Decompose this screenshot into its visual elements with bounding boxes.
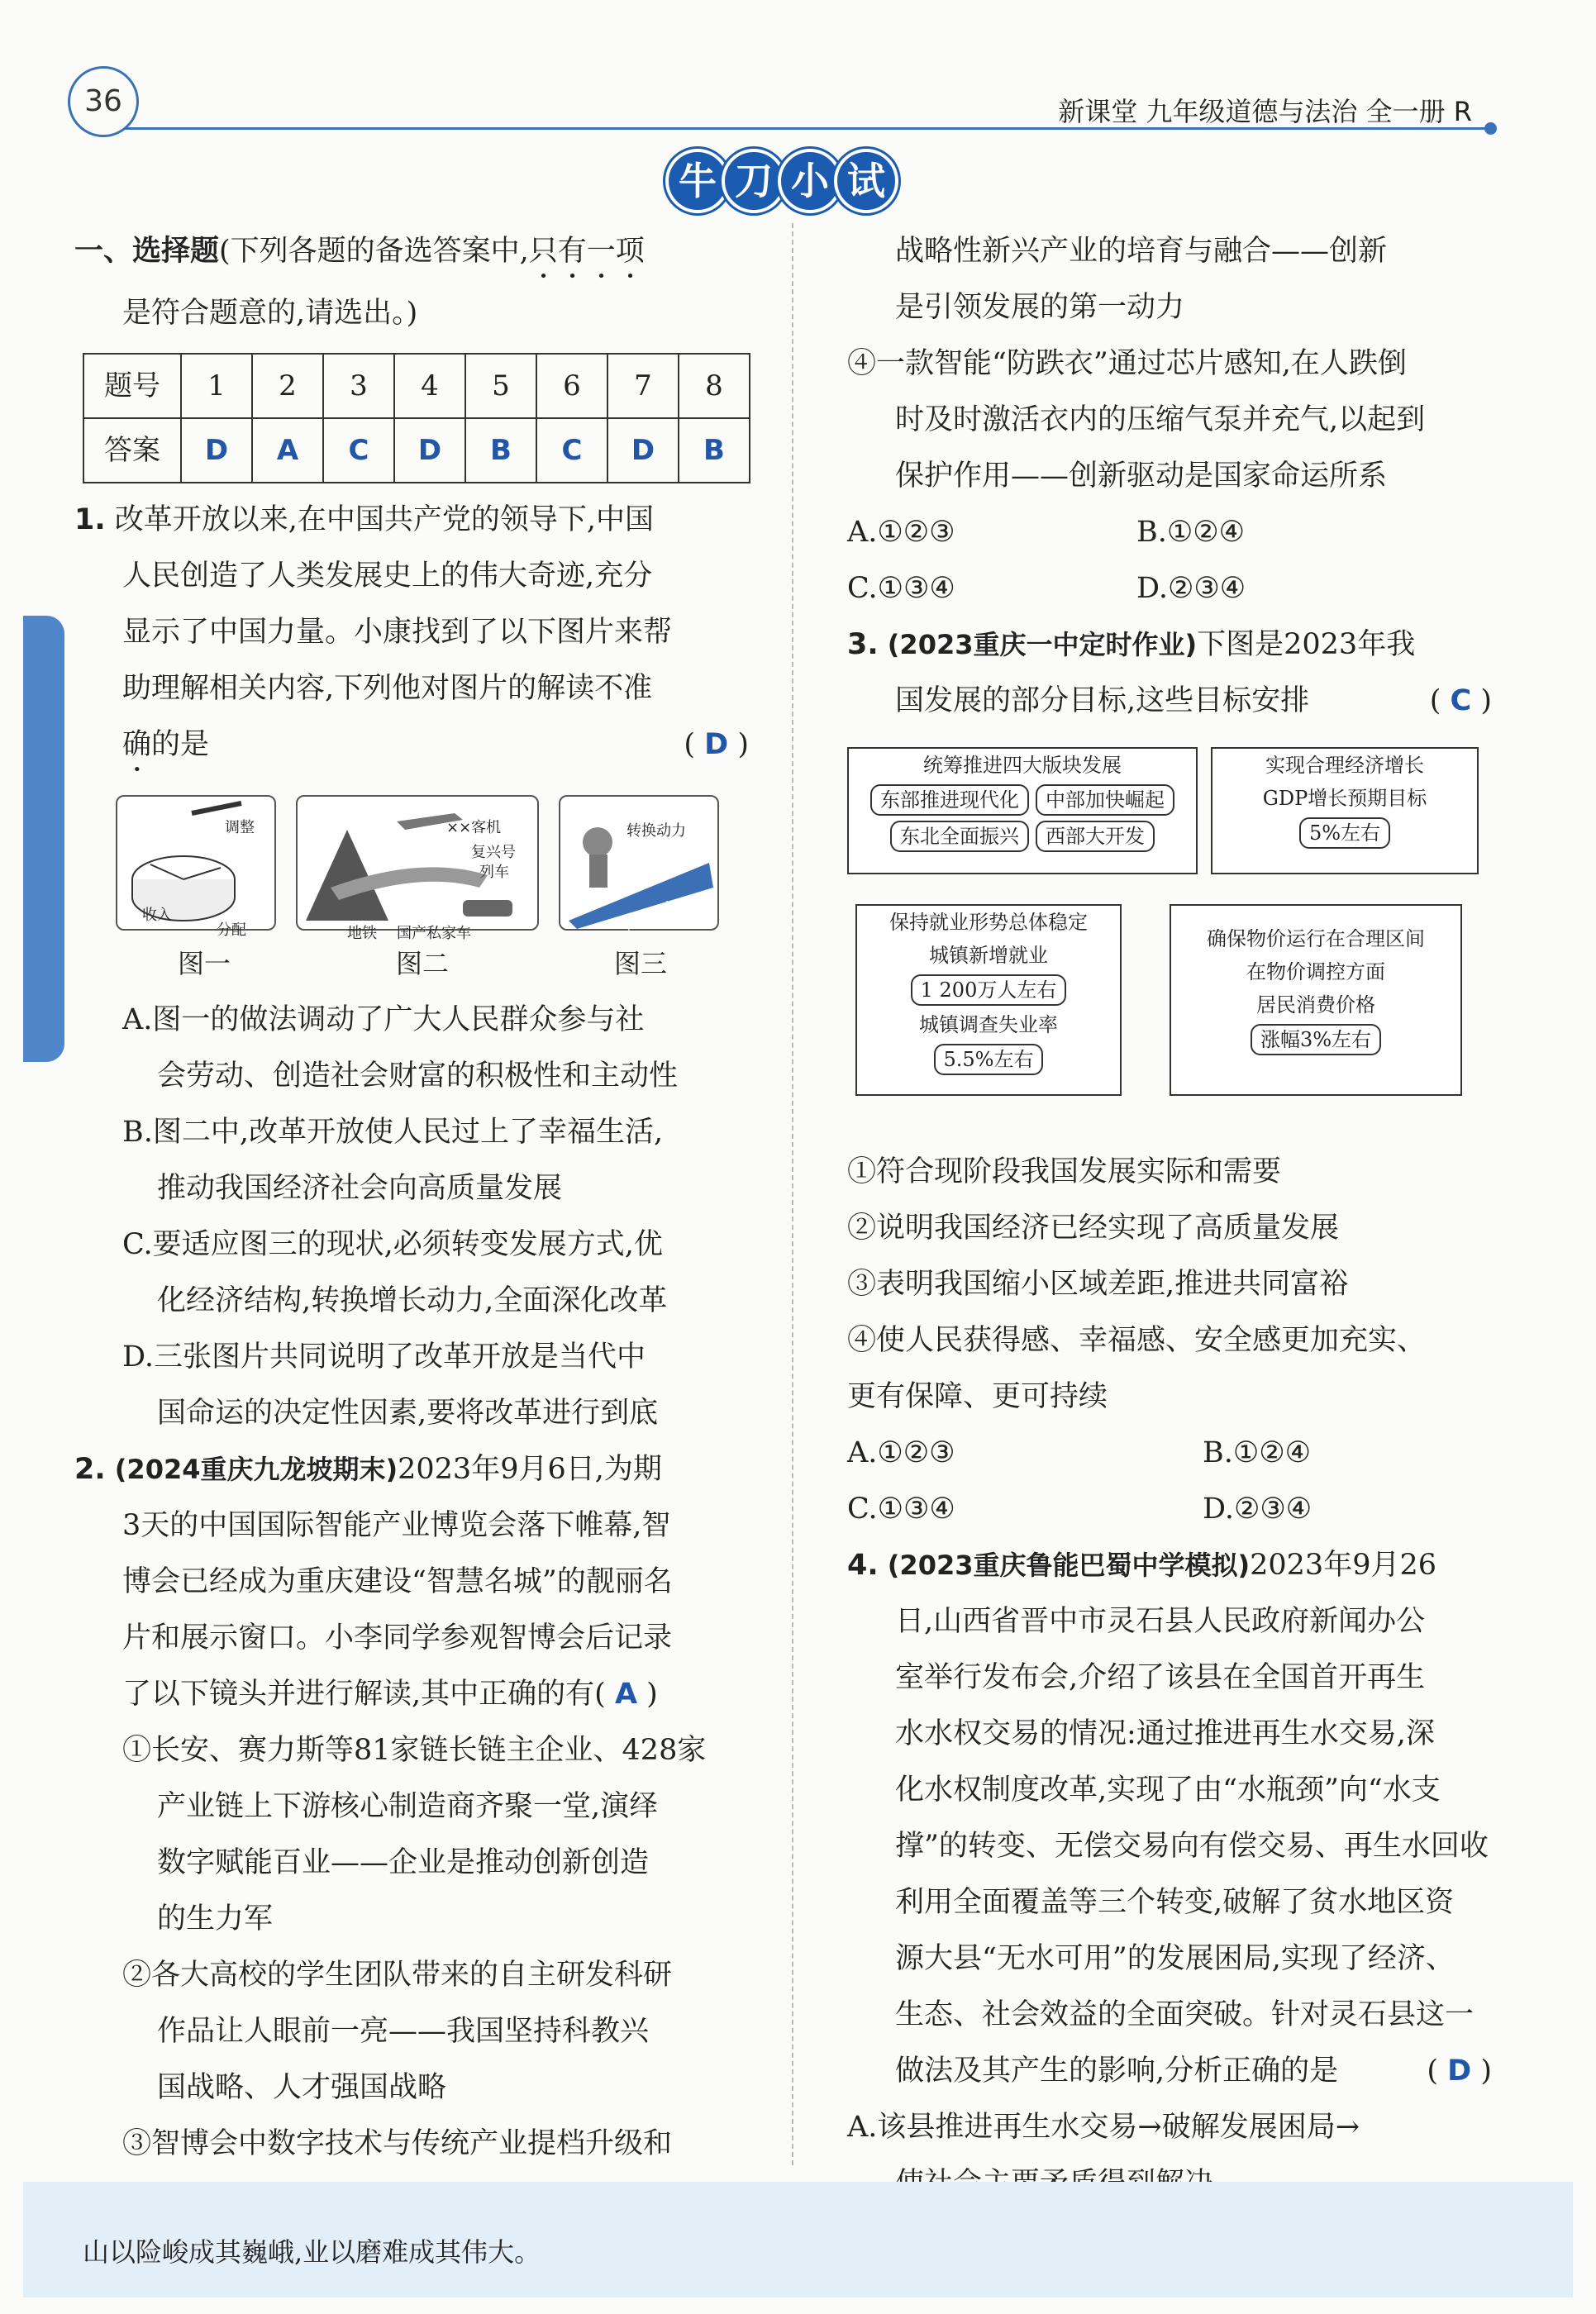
goal-box-sub: GDP增长预期目标	[1262, 787, 1427, 810]
statement: 国战略、人才强国战略	[157, 2071, 447, 2104]
question-text: 日,山西省晋中市灵石县人民政府新闻办公	[895, 1605, 1426, 1638]
question-3	[847, 617, 1492, 1537]
statement: 作品让人眼前一亮——我国坚持科教兴	[157, 2015, 650, 2048]
question-source: (2024重庆九龙坡期末)	[114, 1454, 398, 1485]
figure-1-label: 收入	[142, 907, 172, 924]
question-text: 片和展示窗口。小李同学参观智博会后记录	[122, 1621, 673, 1655]
answer-key-number: 7	[607, 354, 679, 418]
answer-key-number: 4	[394, 354, 465, 418]
header-rule-dot	[1484, 122, 1497, 135]
answer-key-answer: D	[181, 418, 252, 483]
answer-key-number: 1	[181, 354, 252, 418]
figure-caption: 图三	[613, 948, 667, 979]
question-text: 2023年9月6日,为期	[398, 1453, 662, 1486]
choice: C.①③④	[847, 1493, 955, 1526]
option: 化经济结构,转换增长动力,全面深化改革	[157, 1284, 668, 1317]
goal-box-sub: 在物价调控方面	[1246, 960, 1385, 983]
question-line	[74, 492, 754, 548]
answer-mark: D	[1447, 2055, 1472, 2088]
answer-key-number-label: 题号	[83, 354, 181, 418]
statement: ②各大高校的学生团队带来的自主研发科研	[122, 1959, 673, 1992]
question-text: 了以下镜头并进行解读,其中正确的有(	[122, 1678, 606, 1711]
choice-row	[847, 560, 1492, 617]
question-text: 室举行发布会,介绍了该县在全国首开再生	[895, 1661, 1426, 1694]
goal-box-sub: 城镇调查失业率	[919, 1013, 1058, 1036]
question-text: 博会已经成为重庆建设“智慧名城”的靓丽名	[122, 1565, 673, 1598]
figure-1-image	[116, 795, 276, 939]
answer-key-number: 8	[679, 354, 750, 418]
banner-char: 刀	[722, 149, 786, 213]
section-instruction-a: (下列各题的备选答案中,	[219, 235, 529, 268]
answer-key-number: 3	[323, 354, 394, 418]
question-text: 国发展的部分目标,这些目标安排	[895, 684, 1310, 717]
figure-2-label: 国产私家车	[397, 925, 471, 942]
answer-key-number: 5	[465, 354, 536, 418]
choice: C.①③④	[847, 572, 955, 605]
answer-key-number-row	[83, 354, 750, 418]
question-line: 国发展的部分目标,这些目标安排 ( C )	[895, 684, 1492, 717]
option: 推动我国经济社会向高质量发展	[157, 1172, 563, 1205]
question-text: 利用全面覆盖等三个转变,破解了贫水地区资	[895, 1886, 1455, 1919]
statement: ③智博会中数字技术与传统产业提档升级和	[122, 2127, 673, 2160]
question-text: 下图是2023年我	[1197, 628, 1416, 661]
question-text: 的是	[151, 728, 210, 761]
figure-3-label: 转换动力	[626, 822, 686, 840]
question-1	[74, 492, 754, 1441]
statement: ④一款智能“防跌衣”通过芯片感知,在人跌倒	[847, 347, 1407, 380]
question-line: 做法及其产生的影响,分析正确的是 ( D )	[895, 2055, 1492, 2088]
section-title: 一、选择题	[74, 235, 220, 268]
goal-pill: 东部推进现代化	[870, 784, 1029, 816]
answer-key-table	[83, 353, 750, 483]
banner-char: 试	[834, 149, 898, 213]
left-column	[74, 223, 754, 2172]
goal-pill: 中部加快崛起	[1036, 784, 1174, 816]
answer-key-answer: B	[465, 418, 536, 483]
statement: 保护作用——创新驱动是国家命运所系	[895, 459, 1388, 493]
goal-box-sub: 居民消费价格	[1256, 993, 1375, 1017]
question-text: 生态、社会效益的全面突破。针对灵石县这一	[895, 1998, 1475, 2031]
answer-key-answer: D	[394, 418, 465, 483]
option: 会劳动、创造社会财富的积极性和主动性	[157, 1059, 679, 1093]
figure-2-label: 地铁	[347, 925, 377, 942]
section-heading	[74, 223, 754, 285]
figure-caption: 图一	[177, 948, 231, 979]
choice-row	[847, 504, 1492, 560]
statement: 的生力军	[157, 1902, 274, 1935]
answer-mark: A	[614, 1678, 638, 1711]
figure-3-label: 中国经济	[617, 898, 679, 936]
figure-1-label: 调整	[225, 819, 255, 836]
answer-key-answer: D	[607, 418, 679, 483]
question-text: 撑”的转变、无偿交易向有偿交易、再生水回收	[895, 1830, 1489, 1863]
answer-key-number: 2	[252, 354, 323, 418]
question-line: 了以下镜头并进行解读,其中正确的有( A )	[122, 1678, 658, 1711]
statement: 数字赋能百业——企业是推动创新创造	[157, 1846, 650, 1879]
goal-box-regional	[847, 747, 1198, 874]
goals-diagram	[847, 747, 1492, 1144]
statement: ①长安、赛力斯等81家链长链主企业、428家	[122, 1734, 707, 1767]
answer-mark: C	[1450, 684, 1472, 717]
section-instruction-b: 是符合题意的,请选出。)	[122, 297, 418, 330]
question-text: 显示了中国力量。小康找到了以下图片来帮	[122, 616, 673, 649]
figure-1-label: 分配	[217, 921, 246, 939]
figure-2-label: ××客机	[446, 819, 502, 836]
option: A.图一的做法调动了广大人民群众参与社	[122, 1003, 645, 1036]
banner-char: 小	[778, 149, 842, 213]
question-source: (2023重庆鲁能巴蜀中学模拟)	[887, 1550, 1251, 1581]
goal-box-employment	[855, 904, 1122, 1096]
page-number: 36	[68, 66, 139, 137]
choice: B.①②④	[1136, 516, 1245, 549]
goal-pill: 东北全面振兴	[890, 821, 1029, 852]
question-number: 3.	[847, 628, 879, 661]
answer-key-answer: C	[536, 418, 607, 483]
goal-box-sub: 城镇新增就业	[929, 944, 1048, 967]
figure-caption: 图二	[395, 948, 449, 979]
option: A.该县推进再生水交易→破解发展困局→	[847, 2111, 1360, 2144]
answer-key-answer: B	[679, 418, 750, 483]
question-2	[74, 1441, 754, 2172]
right-column	[847, 223, 1492, 2212]
goal-pill: 涨幅3%左右	[1251, 1024, 1381, 1055]
section-banner	[669, 149, 894, 213]
column-divider	[792, 223, 793, 2165]
statement: 时及时激活衣内的压缩气泵并充气,以起到	[895, 403, 1426, 436]
choice: A.①②③	[847, 1436, 955, 1469]
goal-pill: 5.5%左右	[934, 1044, 1044, 1075]
choice-row	[847, 1481, 1492, 1537]
statement: 更有保障、更可持续	[847, 1380, 1108, 1413]
question-line	[74, 1441, 754, 1497]
answer-key-answer: C	[323, 418, 394, 483]
question-4	[847, 1537, 1492, 2212]
goal-box-title: 保持就业形势总体稳定	[889, 911, 1088, 934]
answer-mark: D	[704, 728, 729, 761]
question-line	[847, 617, 1492, 673]
banner-char: 牛	[665, 149, 730, 213]
answer-key-answer-label: 答案	[83, 418, 181, 483]
question-source: (2023重庆一中定时作业)	[887, 629, 1198, 660]
figure-2-image	[296, 795, 539, 942]
question-number: 4.	[847, 1549, 879, 1582]
goal-box-prices	[1170, 904, 1462, 1096]
question-text: 水水权交易的情况:通过推进再生水交易,深	[895, 1717, 1435, 1750]
goal-box-growth	[1211, 747, 1479, 874]
choice: B.①②④	[1203, 1436, 1311, 1469]
goal-box-title: 统筹推进四大版块发展	[923, 754, 1122, 777]
statement: 是引领发展的第一动力	[895, 291, 1185, 324]
question-number: 1.	[74, 503, 106, 536]
question-text: 做法及其产生的影响,分析正确的是	[895, 2055, 1339, 2088]
option: C.要适应图三的现状,必须转变发展方式,优	[122, 1228, 663, 1261]
book-title: 新课堂 九年级道德与法治 全一册 R	[1058, 96, 1472, 127]
side-tab	[23, 616, 64, 1062]
choice: A.①②③	[847, 516, 955, 549]
option: 国命运的决定性因素,要将改革进行到底	[157, 1397, 659, 1430]
goal-box-title: 确保物价运行在合理区间	[1207, 927, 1425, 950]
figure-3-image	[559, 795, 719, 936]
goal-box-title: 实现合理经济增长	[1265, 754, 1424, 777]
statement: 产业链上下游核心制造商齐聚一堂,演绎	[157, 1790, 659, 1823]
question-line	[847, 1537, 1492, 1593]
footer-motto: 山以险峻成其巍峨,业以磨难成其伟大。	[83, 2236, 541, 2268]
goal-pill: 西部大开发	[1036, 821, 1155, 852]
answer-key-number: 6	[536, 354, 607, 418]
question-text: 3天的中国国际智能产业博览会落下帷幕,智	[122, 1509, 671, 1542]
statement: ②说明我国经济已经实现了高质量发展	[847, 1212, 1340, 1245]
question-text: 人民创造了人类发展史上的伟大奇迹,充分	[122, 559, 653, 593]
figure-2-label: 列车	[479, 864, 509, 881]
question-line: 确的是 ( D )	[122, 728, 749, 761]
question-text-emph: 确	[122, 728, 152, 761]
answer-key-answer-row	[83, 418, 750, 483]
section-instruction-emph: 只有一项	[528, 235, 645, 268]
question-1-figures	[116, 795, 754, 942]
question-text: 化水权制度改革,实现了由“水瓶颈”向“水支	[895, 1774, 1441, 1807]
statement: ③表明我国缩小区域差距,推进共同富裕	[847, 1268, 1349, 1301]
goal-pill: 1 200万人左右	[911, 974, 1067, 1006]
choice-row	[847, 1425, 1492, 1481]
question-text: 源大县“无水可用”的发展困局,实现了经济、	[895, 1942, 1455, 1975]
statement: ①符合现阶段我国发展实际和需要	[847, 1155, 1282, 1188]
goal-pill: 5%左右	[1299, 817, 1390, 849]
choice: D.②③④	[1136, 572, 1246, 605]
option: B.图二中,改革开放使人民过上了幸福生活,	[122, 1116, 664, 1149]
question-text: 改革开放以来,在中国共产党的领导下,中国	[114, 503, 655, 536]
answer-key-answer: A	[252, 418, 323, 483]
statement: ④使人民获得感、幸福感、安全感更加充实、	[847, 1324, 1427, 1357]
question-text: 2023年9月26	[1250, 1549, 1437, 1582]
question-number: 2.	[74, 1453, 106, 1486]
option: D.三张图片共同说明了改革开放是当代中	[122, 1340, 646, 1374]
figure-2-label: 复兴号	[471, 844, 516, 861]
choice: D.②③④	[1203, 1493, 1313, 1526]
question-text: 助理解相关内容,下列他对图片的解读不准	[122, 672, 653, 705]
statement: 战略性新兴产业的培育与融合——创新	[895, 235, 1388, 268]
